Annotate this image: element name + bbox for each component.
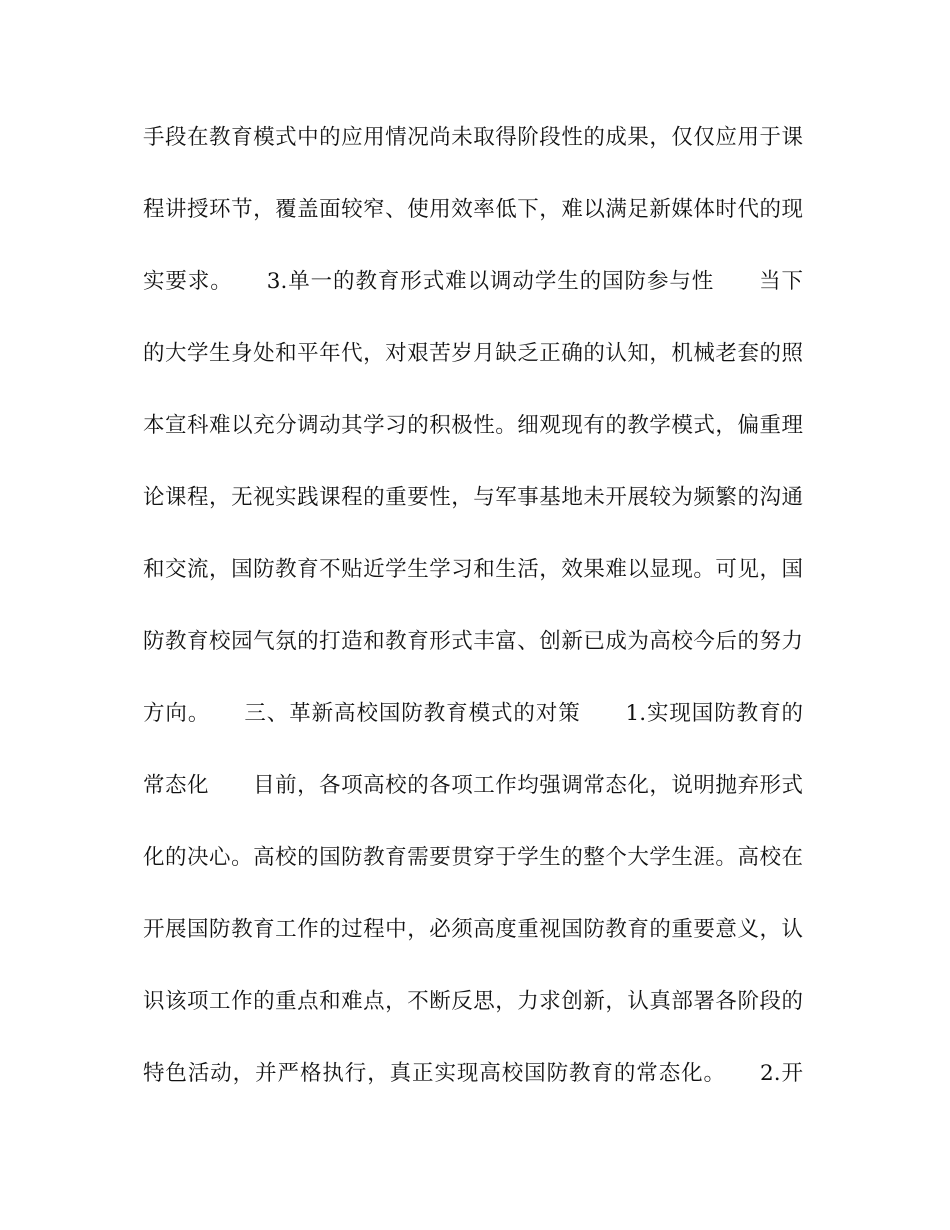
text-line-5: 本宣科难以充分调动其学习的积极性。细观现有的教学模式，偏重理: [143, 413, 803, 438]
text-line-13: 识该项工作的重点和难点，不断反思，力求创新，认真部署各阶段的: [143, 989, 803, 1014]
text-line-11: 化的决心。高校的国防教育需要贯穿于学生的整个大学生涯。高校在: [143, 845, 803, 870]
text-line-2: 程讲授环节，覆盖面较窄、使用效率低下，难以满足新媒体时代的现: [143, 197, 803, 222]
text-line-12: 开展国防教育工作的过程中，必须高度重视国防教育的重要意义，认: [143, 917, 803, 942]
text-line-14: 特色活动，并严格执行，真正实现高校国防教育的常态化。 2.开: [143, 1061, 803, 1086]
text-line-7: 和交流，国防教育不贴近学生学习和生活，效果难以显现。可见，国: [143, 557, 803, 582]
text-line-1: 手段在教育模式中的应用情况尚未取得阶段性的成果，仅仅应用于课: [143, 125, 803, 150]
text-line-6: 论课程，无视实践课程的重要性，与军事基地未开展较为频繁的沟通: [143, 485, 803, 510]
text-line-10: 常态化 目前，各项高校的各项工作均强调常态化，说明抛弃形式: [143, 773, 803, 798]
text-line-9: 方向。 三、革新高校国防教育模式的对策 1.实现国防教育的: [143, 701, 803, 726]
text-line-8: 防教育校园气氛的打造和教育形式丰富、创新已成为高校今后的努力: [143, 629, 803, 654]
text-line-4: 的大学生身处和平年代，对艰苦岁月缺乏正确的认知，机械老套的照: [143, 341, 803, 366]
text-line-3: 实要求。 3.单一的教育形式难以调动学生的国防参与性 当下: [143, 269, 803, 294]
body-text: [143, 118, 803, 1126]
